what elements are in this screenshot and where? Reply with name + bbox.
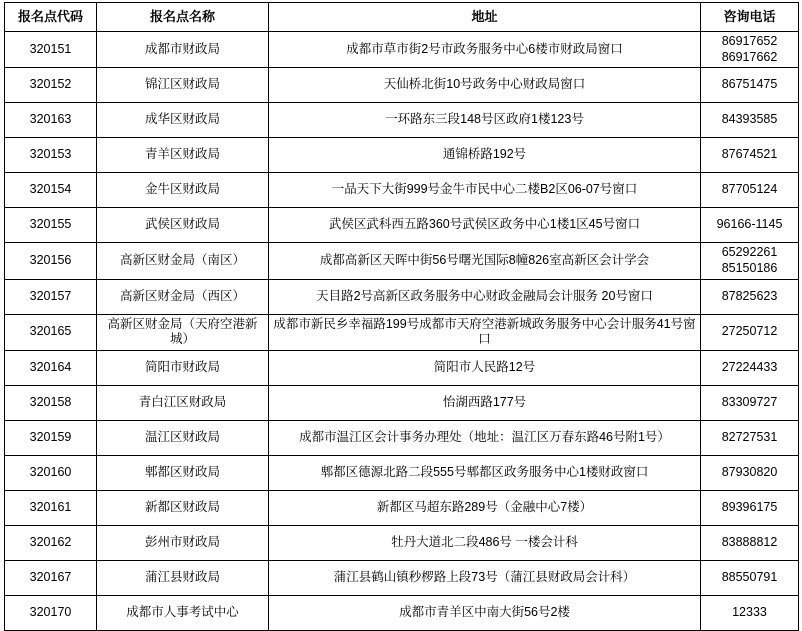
cell-name: 郫都区财政局 [97, 455, 269, 490]
cell-phone [701, 560, 799, 595]
table-row [5, 103, 799, 138]
phone-number: 86917652 [721, 34, 778, 48]
cell-phone [701, 420, 799, 455]
table-row [5, 420, 799, 455]
phone-number: 88550791 [721, 569, 778, 584]
phone-number: 96166-1145 [716, 217, 783, 232]
phone-number: 87930820 [721, 464, 778, 479]
cell-code: 320160 [5, 455, 97, 490]
cell-code: 320154 [5, 173, 97, 208]
table-row [5, 68, 799, 103]
table-row [5, 243, 799, 279]
cell-name: 高新区财金局（西区） [97, 279, 269, 314]
phone-number: 86751475 [721, 77, 778, 92]
cell-name: 高新区财金局（天府空港新城） [97, 314, 269, 350]
cell-name: 简阳市财政局 [97, 350, 269, 385]
cell-phone [701, 350, 799, 385]
cell-code: 320153 [5, 138, 97, 173]
phone-number: 87705124 [721, 182, 778, 197]
table-row [5, 138, 799, 173]
table-row [5, 279, 799, 314]
cell-code: 320159 [5, 420, 97, 455]
phone-number: 27250712 [721, 324, 778, 339]
cell-address: 天仙桥北街10号政务中心财政局窗口 [269, 68, 701, 103]
cell-phone [701, 385, 799, 420]
cell-code: 320161 [5, 490, 97, 525]
table-row [5, 455, 799, 490]
cell-address: 通锦桥路192号 [269, 138, 701, 173]
cell-code: 320164 [5, 350, 97, 385]
table-row [5, 490, 799, 525]
cell-address: 一环路东三段148号区政府1楼123号 [269, 103, 701, 138]
cell-code: 320151 [5, 32, 97, 68]
phone-number: 83309727 [721, 394, 778, 409]
cell-phone [701, 243, 799, 279]
cell-name: 成华区财政局 [97, 103, 269, 138]
column-header-code: 报名点代码 [5, 3, 97, 32]
cell-address: 成都市新民乡幸福路199号成都市天府空港新城政务服务中心会计服务41号窗口 [269, 314, 701, 350]
cell-phone [701, 525, 799, 560]
cell-phone [701, 32, 799, 68]
column-header-name: 报名点名称 [97, 3, 269, 32]
cell-name: 锦江区财政局 [97, 68, 269, 103]
registration-points-table [4, 2, 799, 631]
cell-name: 彭州市财政局 [97, 525, 269, 560]
cell-phone [701, 68, 799, 103]
table-row [5, 32, 799, 68]
cell-code: 320158 [5, 385, 97, 420]
cell-address: 成都市草市街2号市政务服务中心6楼市财政局窗口 [269, 32, 701, 68]
cell-name: 蒲江县财政局 [97, 560, 269, 595]
table-row [5, 208, 799, 243]
column-header-phone: 咨询电话 [701, 3, 799, 32]
cell-address: 牡丹大道北二段486号 一楼会计科 [269, 525, 701, 560]
phone-number: 89396175 [721, 499, 778, 514]
cell-name: 新都区财政局 [97, 490, 269, 525]
cell-name: 温江区财政局 [97, 420, 269, 455]
cell-code: 320155 [5, 208, 97, 243]
phone-number: 12333 [732, 604, 767, 619]
table-row [5, 350, 799, 385]
phone-number: 27224433 [721, 359, 778, 374]
cell-address: 天目路2号高新区政务服务中心财政金融局会计服务 20号窗口 [269, 279, 701, 314]
phone-number: 84393585 [721, 112, 778, 127]
cell-name: 青羊区财政局 [97, 138, 269, 173]
cell-address: 简阳市人民路12号 [269, 350, 701, 385]
cell-address: 蒲江县鹤山镇秒椤路上段73号（蒲江县财政局会计科） [269, 560, 701, 595]
cell-name: 高新区财金局（南区） [97, 243, 269, 279]
cell-name: 成都市人事考试中心 [97, 595, 269, 630]
table-row [5, 385, 799, 420]
table-row [5, 525, 799, 560]
cell-code: 320156 [5, 243, 97, 279]
cell-phone [701, 595, 799, 630]
cell-address: 一品天下大街999号金牛市民中心二楼B2区06-07号窗口 [269, 173, 701, 208]
phone-number: 85150186 [721, 260, 778, 275]
cell-address: 成都高新区天晖中街56号曙光国际8幢826室高新区会计学会 [269, 243, 701, 279]
cell-address: 武侯区武科西五路360号武侯区政务中心1楼1区45号窗口 [269, 208, 701, 243]
cell-phone [701, 490, 799, 525]
cell-phone [701, 208, 799, 243]
table-row [5, 173, 799, 208]
cell-phone [701, 314, 799, 350]
phone-number: 87825623 [721, 288, 778, 303]
cell-code: 320170 [5, 595, 97, 630]
phone-number: 86917662 [721, 49, 778, 64]
cell-code: 320152 [5, 68, 97, 103]
cell-address: 成都市温江区会计事务办理处（地址：温江区万春东路46号附1号） [269, 420, 701, 455]
cell-address: 成都市青羊区中南大街56号2楼 [269, 595, 701, 630]
cell-code: 320163 [5, 103, 97, 138]
cell-name: 青白江区财政局 [97, 385, 269, 420]
table-header [5, 3, 799, 32]
phone-number: 83888812 [721, 534, 778, 549]
cell-phone [701, 103, 799, 138]
cell-name: 武侯区财政局 [97, 208, 269, 243]
table-row [5, 560, 799, 595]
cell-address: 怡湖西路177号 [269, 385, 701, 420]
cell-code: 320167 [5, 560, 97, 595]
cell-code: 320162 [5, 525, 97, 560]
cell-address: 新都区马超东路289号（金融中心7楼） [269, 490, 701, 525]
phone-number: 87674521 [721, 147, 778, 162]
cell-name: 成都市财政局 [97, 32, 269, 68]
table-row [5, 595, 799, 630]
cell-phone [701, 173, 799, 208]
table-header-row [5, 3, 799, 32]
table-row [5, 314, 799, 350]
cell-phone [701, 279, 799, 314]
cell-phone [701, 138, 799, 173]
phone-number: 65292261 [721, 245, 778, 260]
cell-name: 金牛区财政局 [97, 173, 269, 208]
table-body [5, 32, 799, 631]
cell-address: 郫都区德源北路二段555号郫都区政务服务中心1楼财政窗口 [269, 455, 701, 490]
cell-code: 320157 [5, 279, 97, 314]
phone-number: 82727531 [721, 429, 778, 444]
column-header-address: 地址 [269, 3, 701, 32]
cell-code: 320165 [5, 314, 97, 350]
cell-phone [701, 455, 799, 490]
